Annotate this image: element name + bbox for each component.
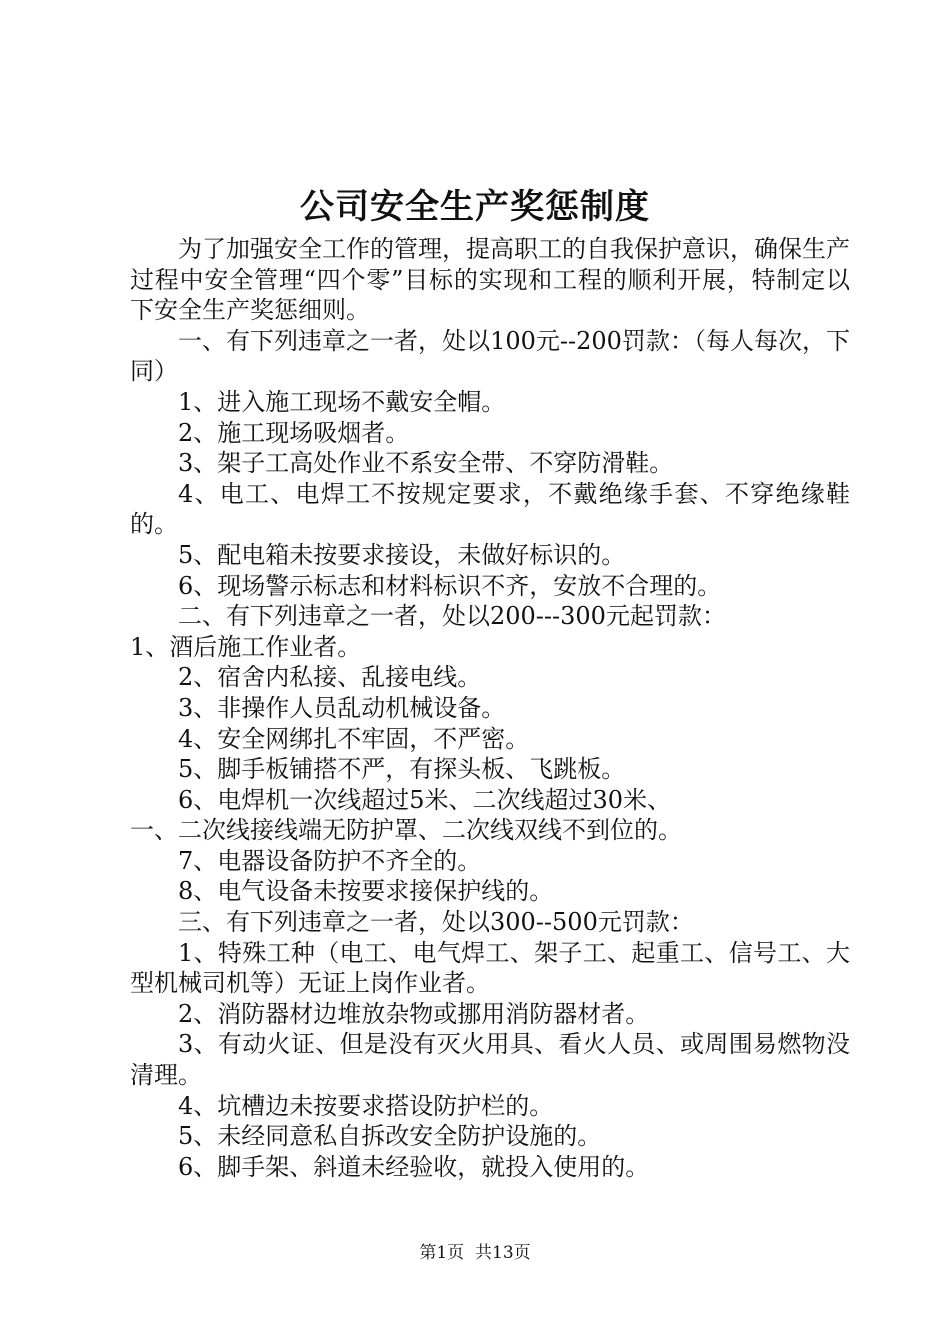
list-item: 4、电工、电焊工不按规定要求，不戴绝缘手套、不穿绝缘鞋的。 [130,479,850,539]
list-item: 一、二次线接线端无防护罩、二次线双线不到位的。 [130,816,682,845]
list-item: 6、现场警示标志和材料标识不齐，安放不合理的。 [178,571,722,600]
paragraph-intro: 为了加强安全工作的管理，提高职工的自我保护意识，确保生产过程中安全管理“四个零”目标的实现和工程的顺利开展，特制定以下安全生产奖惩细则。 [130,235,850,325]
section-heading-1: 一、有下列违章之一者，处以100元--200罚款：（每人每次，下同） [130,326,850,386]
page-number: 第1页 [419,1243,465,1263]
list-item: 5、脚手板铺搭不严，有探头板、飞跳板。 [178,755,626,784]
list-item: 2、宿舍内私接、乱接电线。 [178,663,482,692]
list-item: 7、电器设备防护不齐全的。 [178,846,482,875]
list-item: 3、非操作人员乱动机械设备。 [178,693,506,722]
document-body [130,234,850,1182]
list-item: 4、坑槽边未按要求搭设防护栏的。 [178,1091,554,1120]
list-item: 3、架子工高处作业不系安全带、不穿防滑鞋。 [178,449,674,478]
section-heading-2: 二、有下列违章之一者，处以200---300元起罚款： [178,602,726,631]
list-item: 2、消防器材边堆放杂物或挪用消防器材者。 [178,999,650,1028]
page-footer [0,1240,950,1266]
list-item: 1、酒后施工作业者。 [130,632,362,661]
list-item: 6、脚手架、斜道未经验收，就投入使用的。 [178,1152,650,1181]
list-item: 8、电气设备未按要求接保护线的。 [178,877,554,906]
page-total: 共13页 [475,1243,531,1263]
list-item: 1、进入施工现场不戴安全帽。 [178,387,506,416]
list-item: 4、安全网绑扎不牢固，不严密。 [178,724,530,753]
list-item: 3、有动火证、但是没有灭火用具、看火人员、或周围易燃物没清理。 [130,1030,850,1090]
document-title: 公司安全生产奖惩制度 [300,187,650,227]
list-item: 1、特殊工种（电工、电气焊工、架子工、起重工、信号工、大型机械司机等）无证上岗作业者。 [130,938,850,998]
list-item: 2、施工现场吸烟者。 [178,418,410,447]
list-item: 6、电焊机一次线超过5米、二次线超过30米、 [178,785,672,814]
section-heading-3: 三、有下列违章之一者，处以300--500元罚款： [178,908,694,937]
list-item: 5、未经同意私自拆改安全防护设施的。 [178,1122,602,1151]
list-item: 5、配电箱未按要求接设，未做好标识的。 [178,540,626,569]
